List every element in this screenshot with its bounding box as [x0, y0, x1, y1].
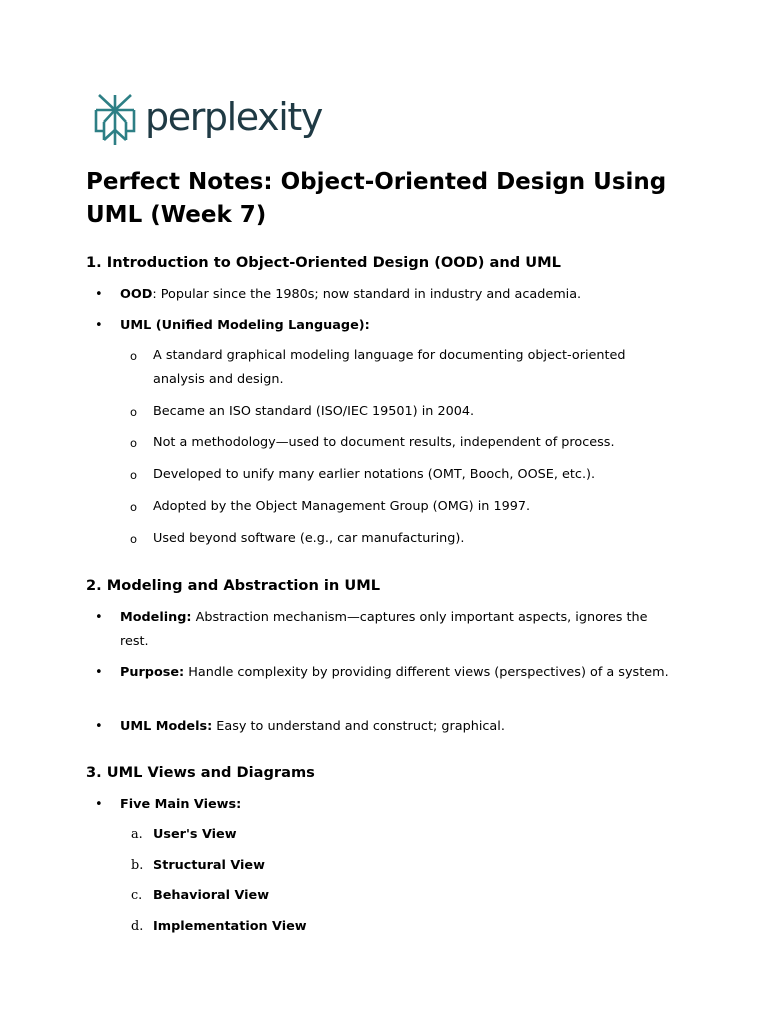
term-modeling: Modeling: — [120, 610, 192, 625]
view-item-users — [153, 823, 673, 847]
sub-bullet-marker: o — [130, 349, 138, 363]
sub-list-item: Used beyond software (e.g., car manufacturing). — [153, 531, 465, 546]
term-uml: UML (Unified Modeling Language): — [120, 318, 370, 333]
sub-bullet-marker: o — [130, 500, 138, 514]
view-label: User's View — [153, 827, 237, 842]
sub-list-item: Developed to unify many earlier notations (OMT, Booch, OOSE, etc.). — [153, 467, 596, 482]
bullet-marker: • — [95, 318, 103, 333]
modeling-description: Abstraction mechanism—captures only important aspects, ignores the rest. — [120, 610, 648, 649]
view-item-behavioral — [153, 884, 673, 908]
section-3-heading: 3. UML Views and Diagrams — [86, 764, 315, 781]
perplexity-logo-text: perplexity — [145, 95, 322, 139]
alpha-marker: c. — [131, 888, 143, 903]
list-item-modeling — [120, 606, 675, 654]
perplexity-logo-icon — [94, 94, 136, 146]
list-item-uml — [120, 314, 675, 338]
view-label: Implementation View — [153, 919, 307, 934]
bullet-marker: • — [95, 287, 103, 302]
sub-bullet-marker: o — [130, 405, 138, 419]
term-uml-models: UML Models: — [120, 719, 213, 734]
view-label: Behavioral View — [153, 888, 270, 903]
sub-list-item: A standard graphical modeling language for documenting object-oriented analysis and design. — [153, 348, 626, 387]
alpha-marker: d. — [131, 919, 144, 934]
alpha-marker: b. — [131, 858, 144, 873]
list-item-ood — [120, 283, 675, 307]
section-2-heading: 2. Modeling and Abstraction in UML — [86, 577, 381, 594]
bullet-marker: • — [95, 665, 103, 680]
purpose-description: Handle complexity by providing different views (perspectives) of a system. — [184, 665, 669, 680]
perplexity-logo — [94, 94, 322, 146]
view-label: Structural View — [153, 858, 265, 873]
bullet-marker: • — [95, 610, 103, 625]
alpha-marker: a. — [131, 827, 143, 842]
sub-bullet-marker: o — [130, 468, 138, 482]
sub-list-item: Adopted by the Object Management Group (OMG) in 1997. — [153, 499, 531, 514]
term-purpose: Purpose: — [120, 665, 185, 680]
sub-list-item: Not a methodology—used to document results, independent of process. — [153, 435, 615, 450]
bullet-marker: • — [95, 719, 103, 734]
uml-models-description: Easy to understand and construct; graphical. — [212, 719, 505, 734]
view-item-structural — [153, 854, 673, 878]
sub-bullet-marker: o — [130, 532, 138, 546]
ood-description: : Popular since the 1980s; now standard in industry and academia. — [152, 287, 582, 302]
term-ood: OOD — [120, 287, 153, 302]
section-1-heading: 1. Introduction to Object-Oriented Design (OOD) and UML — [86, 254, 561, 271]
term-five-views: Five Main Views: — [120, 797, 242, 812]
list-item-uml-models — [120, 715, 675, 739]
page-title: Perfect Notes: Object-Oriented Design Using UML (Week 7) — [86, 169, 667, 228]
bullet-marker: • — [95, 797, 103, 812]
list-item-five-views — [120, 793, 675, 817]
sub-bullet-marker: o — [130, 436, 138, 450]
sub-list-item: Became an ISO standard (ISO/IEC 19501) in 2004. — [153, 404, 475, 419]
view-item-implementation — [153, 915, 673, 939]
list-item-purpose — [120, 661, 675, 685]
